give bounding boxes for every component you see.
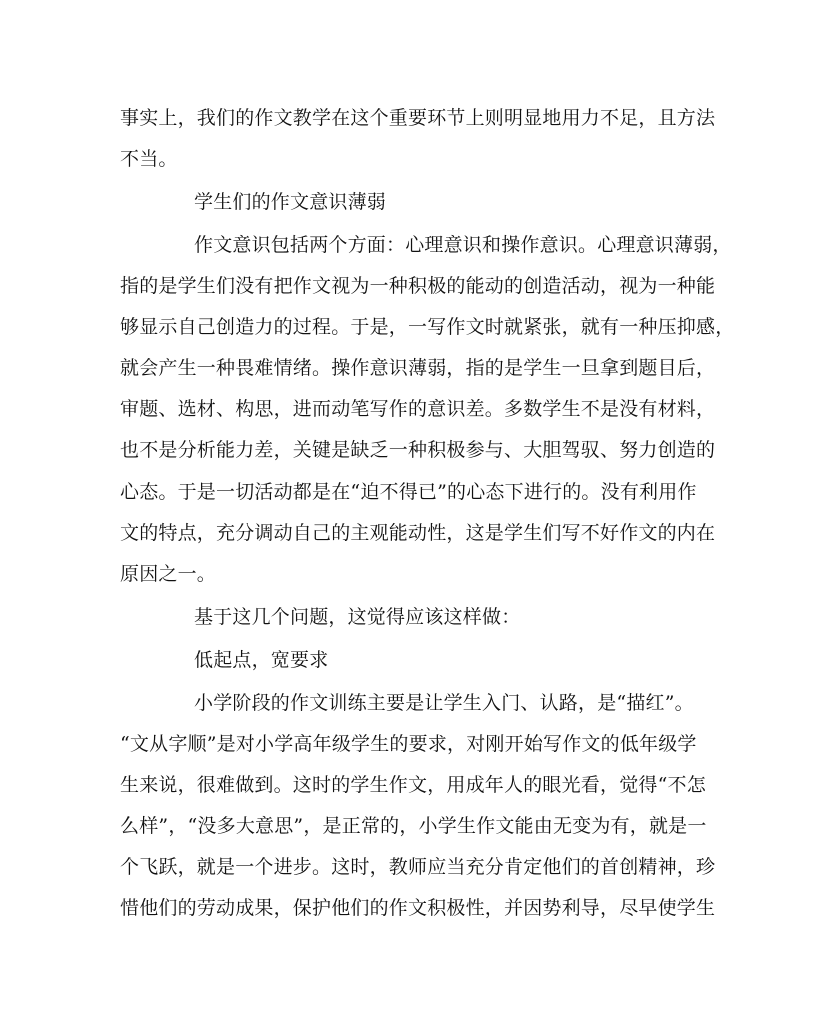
body-text-line: 审题、选材、构思，进而动笔写作的意识差。多数学生不是没有材料， — [120, 398, 716, 420]
body-text-line: “文从字顺”是对小学高年级学生的要求，对刚开始写作文的低年级学 — [120, 733, 697, 755]
body-text-line: 也不是分析能力差，关键是缺乏一种积极参与、大胆驾驭、努力创造的 — [120, 439, 716, 461]
section-heading: 低起点，宽要求 — [194, 649, 329, 671]
body-text-line: 文的特点，充分调动自己的主观能动性，这是学生们写不好作文的内在 — [120, 522, 716, 544]
body-text-line: 惜他们的劳动成果，保护他们的作文积极性，并因势利导，尽早使学生 — [120, 897, 716, 919]
body-text-line: 原因之一。 — [120, 563, 217, 585]
section-heading: 学生们的作文意识薄弱 — [194, 191, 387, 213]
body-text-line: 心态。于是一切活动都是在“迫不得已”的心态下进行的。没有利用作 — [120, 481, 697, 503]
body-text-line: 事实上，我们的作文教学在这个重要环节上则明显地用力不足，且方法 — [120, 107, 716, 129]
body-text-line: 么样”，“没多大意思”，是正常的，小学生作文能由无变为有，就是一 — [120, 815, 707, 837]
body-text-line: 够显示自己创造力的过程。于是，一写作文时就紧张，就有一种压抑感， — [120, 316, 735, 338]
body-text-line: 就会产生一种畏难情绪。操作意识薄弱，指的是学生一旦拿到题目后， — [120, 357, 716, 379]
paragraph-first-line: 基于这几个问题，这觉得应该这样做： — [194, 606, 521, 628]
body-text-line: 生来说，很难做到。这时的学生作文，用成年人的眼光看，觉得“不怎 — [120, 774, 706, 796]
body-text-line: 指的是学生们没有把作文视为一种积极的能动的创造活动，视为一种能 — [120, 275, 716, 297]
body-text-line: 不当。 — [120, 148, 178, 170]
paragraph-first-line: 小学阶段的作文训练主要是让学生入门、认路，是“描红”。 — [194, 692, 694, 714]
paragraph-first-line: 作文意识包括两个方面：心理意识和操作意识。心理意识薄弱， — [194, 234, 732, 256]
body-text-line: 个飞跃，就是一个进步。这时，教师应当充分肯定他们的首创精神，珍 — [120, 856, 716, 878]
